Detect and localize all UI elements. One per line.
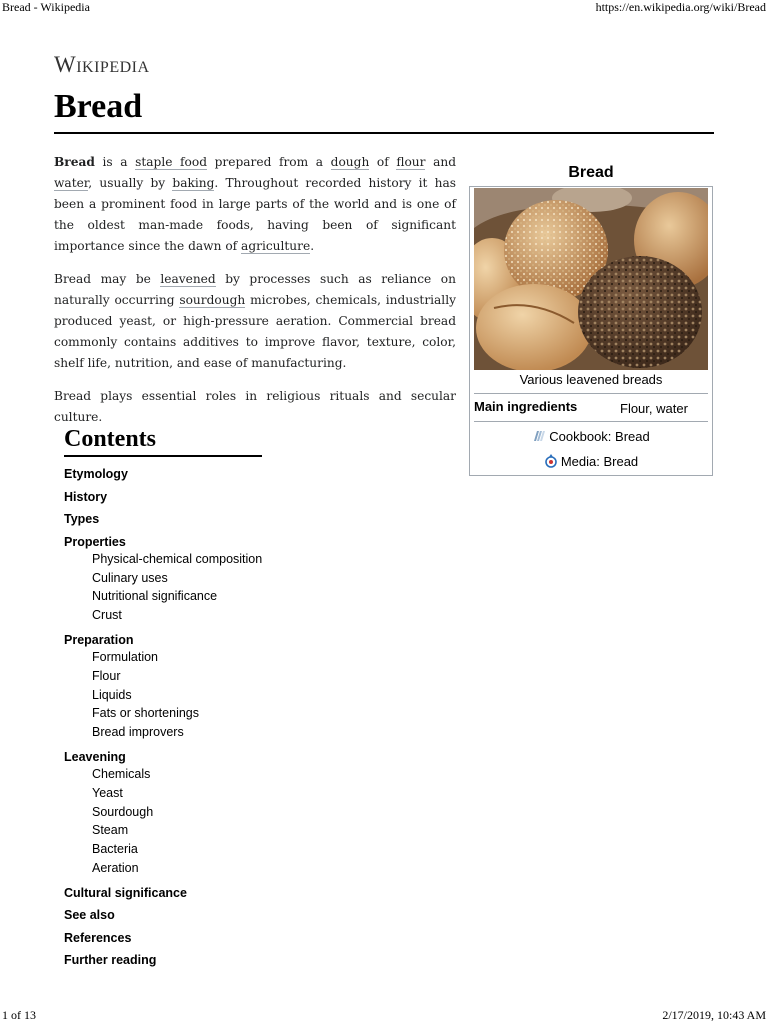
toc-item-further-reading[interactable] xyxy=(64,949,364,972)
intro-paragraph-1 xyxy=(54,152,456,257)
toc-subitem[interactable]: Formulation xyxy=(92,650,158,665)
text: is a xyxy=(94,155,136,169)
print-footer xyxy=(0,1008,768,1024)
print-header xyxy=(0,0,768,16)
toc-item-leavening[interactable] xyxy=(64,746,364,878)
text: prepared from a xyxy=(207,155,331,169)
wikipedia-logo[interactable]: Wikipedia xyxy=(54,52,150,77)
title-divider xyxy=(54,132,714,134)
toc-subitem[interactable]: Physical-chemical composition xyxy=(92,552,263,566)
link-leavened[interactable]: leavened xyxy=(160,272,216,286)
cookbook-link-label[interactable]: Cookbook: Bread xyxy=(549,429,650,444)
text: Bread may be xyxy=(54,272,161,286)
page-title: Bread xyxy=(54,88,143,125)
toc-item-references[interactable] xyxy=(64,927,364,950)
intro-paragraph-2 xyxy=(54,269,456,374)
toc-title: Contents xyxy=(64,426,262,457)
infobox-row-label: Main ingredients xyxy=(474,399,578,414)
toc-subitem[interactable]: Crust xyxy=(92,608,122,623)
infobox xyxy=(469,160,713,476)
toc-subitem[interactable]: Liquids xyxy=(92,687,132,702)
toc-item-label[interactable]: See also xyxy=(64,908,115,923)
toc-item-label[interactable]: Cultural significance xyxy=(64,885,187,900)
print-page-title: Bread - Wikipedia xyxy=(2,0,90,14)
toc-item-etymology[interactable] xyxy=(64,463,364,486)
toc-subitem[interactable]: Nutritional significance xyxy=(92,589,218,604)
infobox-box xyxy=(469,186,713,476)
toc-subitem[interactable]: Fats or shortenings xyxy=(92,706,199,721)
toc-subitem[interactable]: Chemicals xyxy=(92,767,151,782)
bread-photo-illustration xyxy=(474,188,708,370)
toc-item-label[interactable]: Preparation xyxy=(64,632,134,647)
toc-sublist xyxy=(64,550,364,625)
link-dough[interactable]: dough xyxy=(330,155,370,169)
link-staple-food[interactable]: staple food xyxy=(135,155,208,169)
intro-paragraph-3: Bread plays essential roles in religious rituals and secular culture. xyxy=(54,389,456,424)
link-sourdough[interactable]: sourdough xyxy=(179,293,246,307)
toc-item-label[interactable]: Types xyxy=(64,512,100,526)
toc-item-label[interactable]: Etymology xyxy=(64,467,128,481)
toc-subitem[interactable]: Aeration xyxy=(92,860,139,875)
toc-item-preparation[interactable] xyxy=(64,629,364,742)
media-link-label[interactable]: Media: Bread xyxy=(560,454,639,469)
toc-item-history[interactable] xyxy=(64,486,364,509)
toc-sublist xyxy=(64,765,364,877)
infobox-row-value[interactable]: Flour, water xyxy=(620,401,688,416)
print-timestamp: 2/17/2019, 10:43 AM xyxy=(662,1008,766,1022)
toc-subitem[interactable]: Sourdough xyxy=(92,804,154,819)
toc-item-properties[interactable] xyxy=(64,531,364,625)
commons-icon xyxy=(544,454,558,468)
infobox-title: Bread xyxy=(568,164,614,181)
toc-subitem[interactable]: Flour xyxy=(92,669,121,684)
link-baking[interactable]: baking xyxy=(172,176,215,190)
toc-item-label[interactable]: Further reading xyxy=(64,953,157,968)
bread-photo[interactable] xyxy=(474,188,708,370)
toc-sublist xyxy=(64,648,364,742)
toc-subitem[interactable]: Bacteria xyxy=(92,842,138,857)
text: by processes such as reliance on naturally occurring xyxy=(54,272,456,307)
media-link[interactable] xyxy=(470,454,712,469)
link-agriculture[interactable]: agriculture xyxy=(241,239,311,253)
toc-item-label[interactable]: Leavening xyxy=(64,749,126,764)
toc-item-types[interactable] xyxy=(64,508,364,531)
cookbook-link[interactable] xyxy=(470,429,712,444)
toc-item-label[interactable]: References xyxy=(64,930,132,945)
link-flour[interactable]: flour xyxy=(396,155,426,169)
toc-item-label[interactable]: History xyxy=(64,489,108,504)
toc-subitem[interactable]: Steam xyxy=(92,823,129,838)
table-of-contents xyxy=(64,426,364,972)
text: of xyxy=(369,155,397,169)
toc-subitem[interactable]: Yeast xyxy=(92,786,123,801)
text: , usually by xyxy=(88,176,173,190)
toc-list xyxy=(64,463,364,972)
text: . xyxy=(310,239,315,253)
bold-term: Bread xyxy=(54,155,95,169)
infobox-divider xyxy=(474,393,708,394)
infobox-caption: Various leavened breads xyxy=(519,372,663,387)
print-page-url[interactable]: https://en.wikipedia.org/wiki/Bread xyxy=(595,0,766,14)
toc-item-cultural-significance[interactable] xyxy=(64,882,364,905)
toc-subitem[interactable]: Bread improvers xyxy=(92,725,184,740)
text: . Throughout recorded history it has been a prominent food in large parts of the world and is one of the oldest man-made foods, having been of significant importance since the dawn of xyxy=(54,176,456,253)
toc-item-label[interactable]: Properties xyxy=(64,534,126,549)
text: and xyxy=(425,155,456,169)
link-water[interactable]: water xyxy=(54,176,89,190)
article-body xyxy=(54,152,456,440)
wikibooks-icon xyxy=(532,429,546,443)
toc-item-see-also[interactable] xyxy=(64,904,364,927)
print-page-number: 1 of 13 xyxy=(2,1008,36,1022)
toc-subitem[interactable]: Culinary uses xyxy=(92,570,168,585)
infobox-divider xyxy=(474,421,708,422)
text: microbes, chemicals, industrially produced yeast, or high-pressure aeration. Commercial bread commonly contains additives to improve flavor, texture, color, shelf life, nutrition, and ease of manufacturing. xyxy=(54,293,456,370)
